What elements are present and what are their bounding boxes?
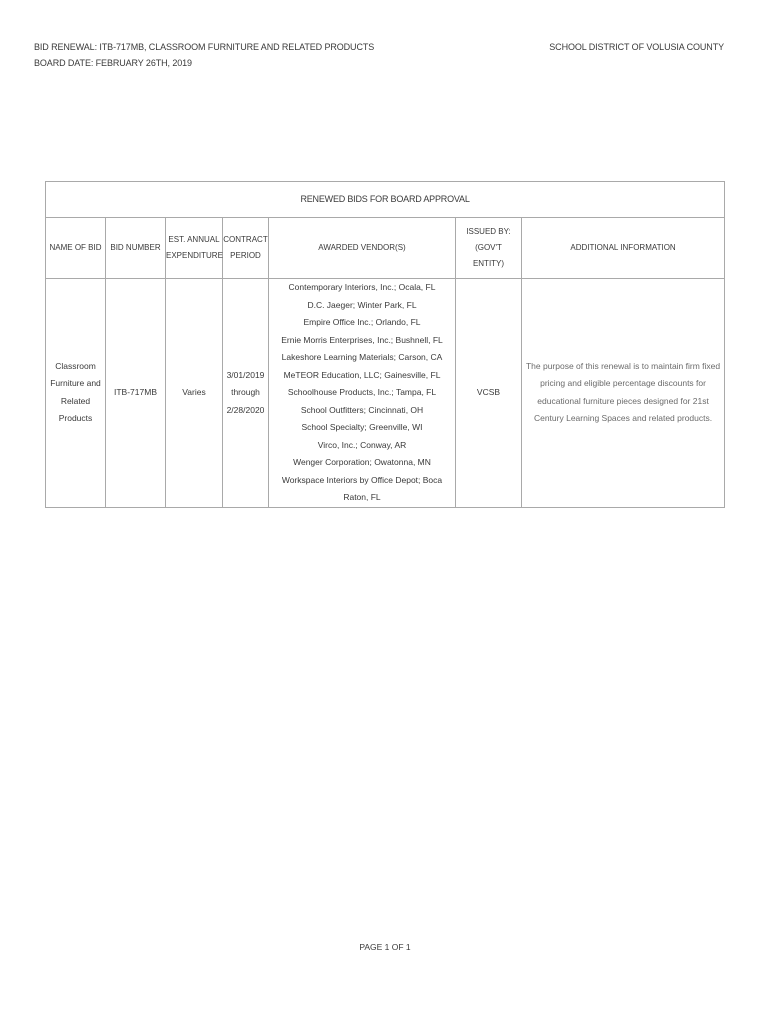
column-header-line: BID NUMBER <box>110 243 161 252</box>
column-header <box>166 218 223 279</box>
column-header-line: EXPENDITURE <box>166 251 223 260</box>
bid-name-line: Furniture and <box>50 378 101 389</box>
column-header-line: ADDITIONAL INFORMATION <box>570 243 676 252</box>
vendor-item: Lakeshore Learning Materials; Carson, CA <box>281 352 443 362</box>
vendor-item: Workspace Interiors by Office Depot; Boca Raton, FL <box>281 474 443 502</box>
column-header-line: AWARDED VENDOR(S) <box>318 243 406 252</box>
bid-name-line: Related Products <box>58 395 93 424</box>
table-row <box>46 279 725 508</box>
column-header-line: EST. ANNUAL <box>168 235 220 244</box>
vendor-item: Ernie Morris Enterprises, Inc.; Bushnell, FL <box>281 334 443 345</box>
contract-period-cell <box>223 279 269 508</box>
vendor-item: Contemporary Interiors, Inc.; Ocala, FL <box>288 282 436 292</box>
vendor-item: School Outfitters; Cincinnati, OH <box>300 404 424 415</box>
awarded-vendors-cell <box>269 279 456 508</box>
board-date: BOARD DATE: FEBRUARY 26TH, 2019 <box>34 58 192 68</box>
vendor-item: MeTEOR Education, LLC; Gainesville, FL <box>283 369 441 380</box>
vendor-item: D.C. Jaeger; Winter Park, FL <box>307 299 417 310</box>
column-header-line: ISSUED BY: (GOV'T <box>466 227 511 252</box>
column-header-line: CONTRACT <box>223 235 268 244</box>
table-header-row <box>46 218 725 279</box>
district-name: SCHOOL DISTRICT OF VOLUSIA COUNTY <box>549 42 724 52</box>
renewed-bids-table <box>45 181 725 508</box>
vendor-item: School Specialty; Greenville, WI <box>301 422 423 432</box>
column-header <box>106 218 166 279</box>
issued-by-cell: VCSB <box>456 279 522 508</box>
column-header <box>456 218 522 279</box>
vendor-item: Wenger Corporation; Owatonna, MN <box>293 457 431 467</box>
expenditure-cell: Varies <box>166 279 223 508</box>
bid-name-cell <box>46 279 106 508</box>
bid-renewal-heading: BID RENEWAL: ITB-717MB, CLASSROOM FURNITURE AND RELATED PRODUCTS <box>34 42 375 52</box>
contract-period-line: 3/01/2019 <box>226 369 265 380</box>
column-header <box>522 218 725 279</box>
column-header <box>223 218 269 279</box>
table-title: RENEWED BIDS FOR BOARD APPROVAL <box>46 182 725 218</box>
column-header <box>46 218 106 279</box>
column-header-line: NAME OF BID <box>49 243 102 252</box>
contract-period-line: through <box>231 387 260 397</box>
bid-number-cell: ITB-717MB <box>106 279 166 508</box>
column-header <box>269 218 456 279</box>
page-number: PAGE 1 OF 1 <box>359 942 411 952</box>
column-header-line: ENTITY) <box>472 259 505 268</box>
vendor-item: Empire Office Inc.; Orlando, FL <box>303 317 421 327</box>
document-header-left <box>34 41 374 69</box>
bid-name-line: Classroom <box>55 360 96 371</box>
vendor-item: Virco, Inc.; Conway, AR <box>317 439 407 450</box>
vendor-item: Schoolhouse Products, Inc.; Tampa, FL <box>287 387 437 397</box>
additional-info-cell: The purpose of this renewal is to maintain firm fixed pricing and eligible percentage discounts for educational furniture pieces designed for 21st Century Learning Spaces and related products. <box>522 279 725 508</box>
column-header-line: PERIOD <box>230 251 261 260</box>
contract-period-line: 2/28/2020 <box>226 404 265 415</box>
